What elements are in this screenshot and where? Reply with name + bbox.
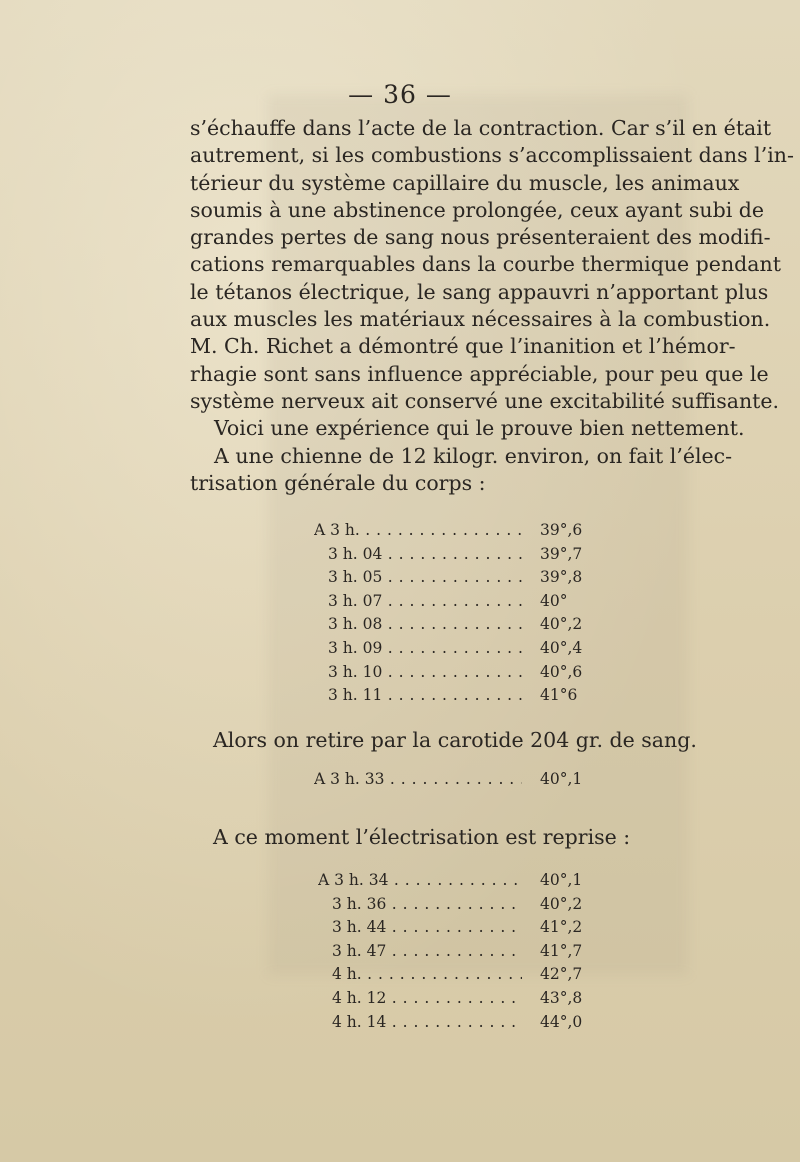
temperature-table-1 (314, 519, 610, 708)
table-row (314, 768, 610, 792)
time-cell: 3 h. 07 . . . (328, 590, 522, 614)
time-cell: 3 h. 36 . . . (332, 893, 522, 917)
time-cell: 3 h. 04 . . . (328, 543, 522, 567)
time-cell: 3 h. 44 . . . (332, 916, 522, 940)
temp-cell: 39°,7 (540, 544, 583, 563)
temp-cell: 43°,8 (540, 988, 583, 1007)
temp-cell: 40°,2 (540, 894, 583, 913)
text-line: rhagie sont sans influence appréciable, pour peu que le (190, 361, 769, 386)
time-cell: 3 h. 11 . . . (328, 684, 522, 708)
table-row (314, 566, 610, 590)
table-row (318, 940, 610, 964)
table-row (314, 519, 610, 543)
table-row (314, 613, 610, 637)
table-row (318, 869, 610, 893)
text-line: s’échauffe dans l’acte de la contraction. Car s’il en était (190, 116, 772, 140)
text-line: M. Ch. Richet a démontré que l’inanition et l’hémor- (190, 334, 736, 359)
paragraph-bleeding: Alors on retire par la carotide 204 gr. de sang. (213, 728, 697, 752)
table-row (314, 684, 610, 708)
time-cell: 4 h. 14 . . . (332, 1011, 522, 1035)
text-line: système nerveux ait conservé une excitabilité suffisante. (190, 388, 780, 413)
time-cell: 4 h. 12 . . . (332, 987, 522, 1011)
time-cell: 3 h. 09 . . . (328, 637, 522, 661)
temp-cell: 39°,6 (540, 521, 583, 539)
temp-cell: 40°,6 (540, 662, 583, 681)
text-line: trisation générale du corps : (190, 470, 486, 495)
temp-cell: 41°,2 (540, 918, 583, 937)
time-cell: A 3 h. . . . (314, 519, 522, 543)
table-row (318, 1011, 610, 1035)
table-row (318, 893, 610, 917)
temp-cell: 40°,1 (540, 770, 583, 788)
table-row (314, 637, 610, 661)
time-cell: 3 h. 08 . . . (328, 613, 522, 637)
table-row (314, 590, 610, 614)
time-cell: 3 h. 47 . . . (332, 940, 522, 964)
text-line: grandes pertes de sang nous présenteraient des modifi- (190, 225, 771, 250)
temp-cell: 39°,8 (540, 568, 583, 587)
page-number: — 36 — (348, 80, 452, 109)
temp-cell: 41°,7 (540, 941, 583, 960)
text-line: térieur du système capillaire du muscle, les animaux (190, 170, 740, 195)
temp-cell: 40°,4 (540, 638, 583, 657)
temp-cell: 40°,2 (540, 615, 583, 634)
temp-cell: 40°,1 (540, 871, 583, 889)
paragraph-main (190, 115, 794, 497)
text-line: aux muscles les matériaux nécessaires à la combustion. (190, 307, 771, 332)
table-row (318, 987, 610, 1011)
time-cell: A 3 h. 33 . . . (314, 768, 522, 792)
table-row (314, 661, 610, 685)
paragraph-resumed: A ce moment l’électrisation est reprise : (213, 825, 631, 849)
table-row (318, 963, 610, 987)
time-cell: 4 h. . . . (332, 963, 522, 987)
text-line: soumis à une abstinence prolongée, ceux ayant subi de (190, 197, 765, 222)
text-line: le tétanos électrique, le sang appauvri n’apportant plus (190, 279, 769, 304)
temp-cell: 41°6 (540, 686, 578, 705)
table-row (318, 916, 610, 940)
time-cell: 3 h. 05 . . . (328, 566, 522, 590)
text-line: Voici une expérience qui le prouve bien nettement. (214, 416, 745, 441)
text-line: A une chienne de 12 kilogr. environ, on fait l’élec- (214, 443, 733, 468)
table-row (314, 543, 610, 567)
temperature-table-2 (314, 768, 610, 792)
time-cell: A 3 h. 34 . . . (318, 869, 522, 893)
temperature-table-3 (318, 869, 610, 1034)
temp-cell: 44°,0 (540, 1012, 583, 1031)
text-line: cations remarquables dans la courbe thermique pendant (190, 252, 781, 277)
temp-cell: 42°,7 (540, 965, 583, 984)
time-cell: 3 h. 10 . . . (328, 661, 522, 685)
text-line: autrement, si les combustions s’accomplissaient dans l’in- (190, 143, 794, 168)
temp-cell: 40° (540, 591, 568, 610)
